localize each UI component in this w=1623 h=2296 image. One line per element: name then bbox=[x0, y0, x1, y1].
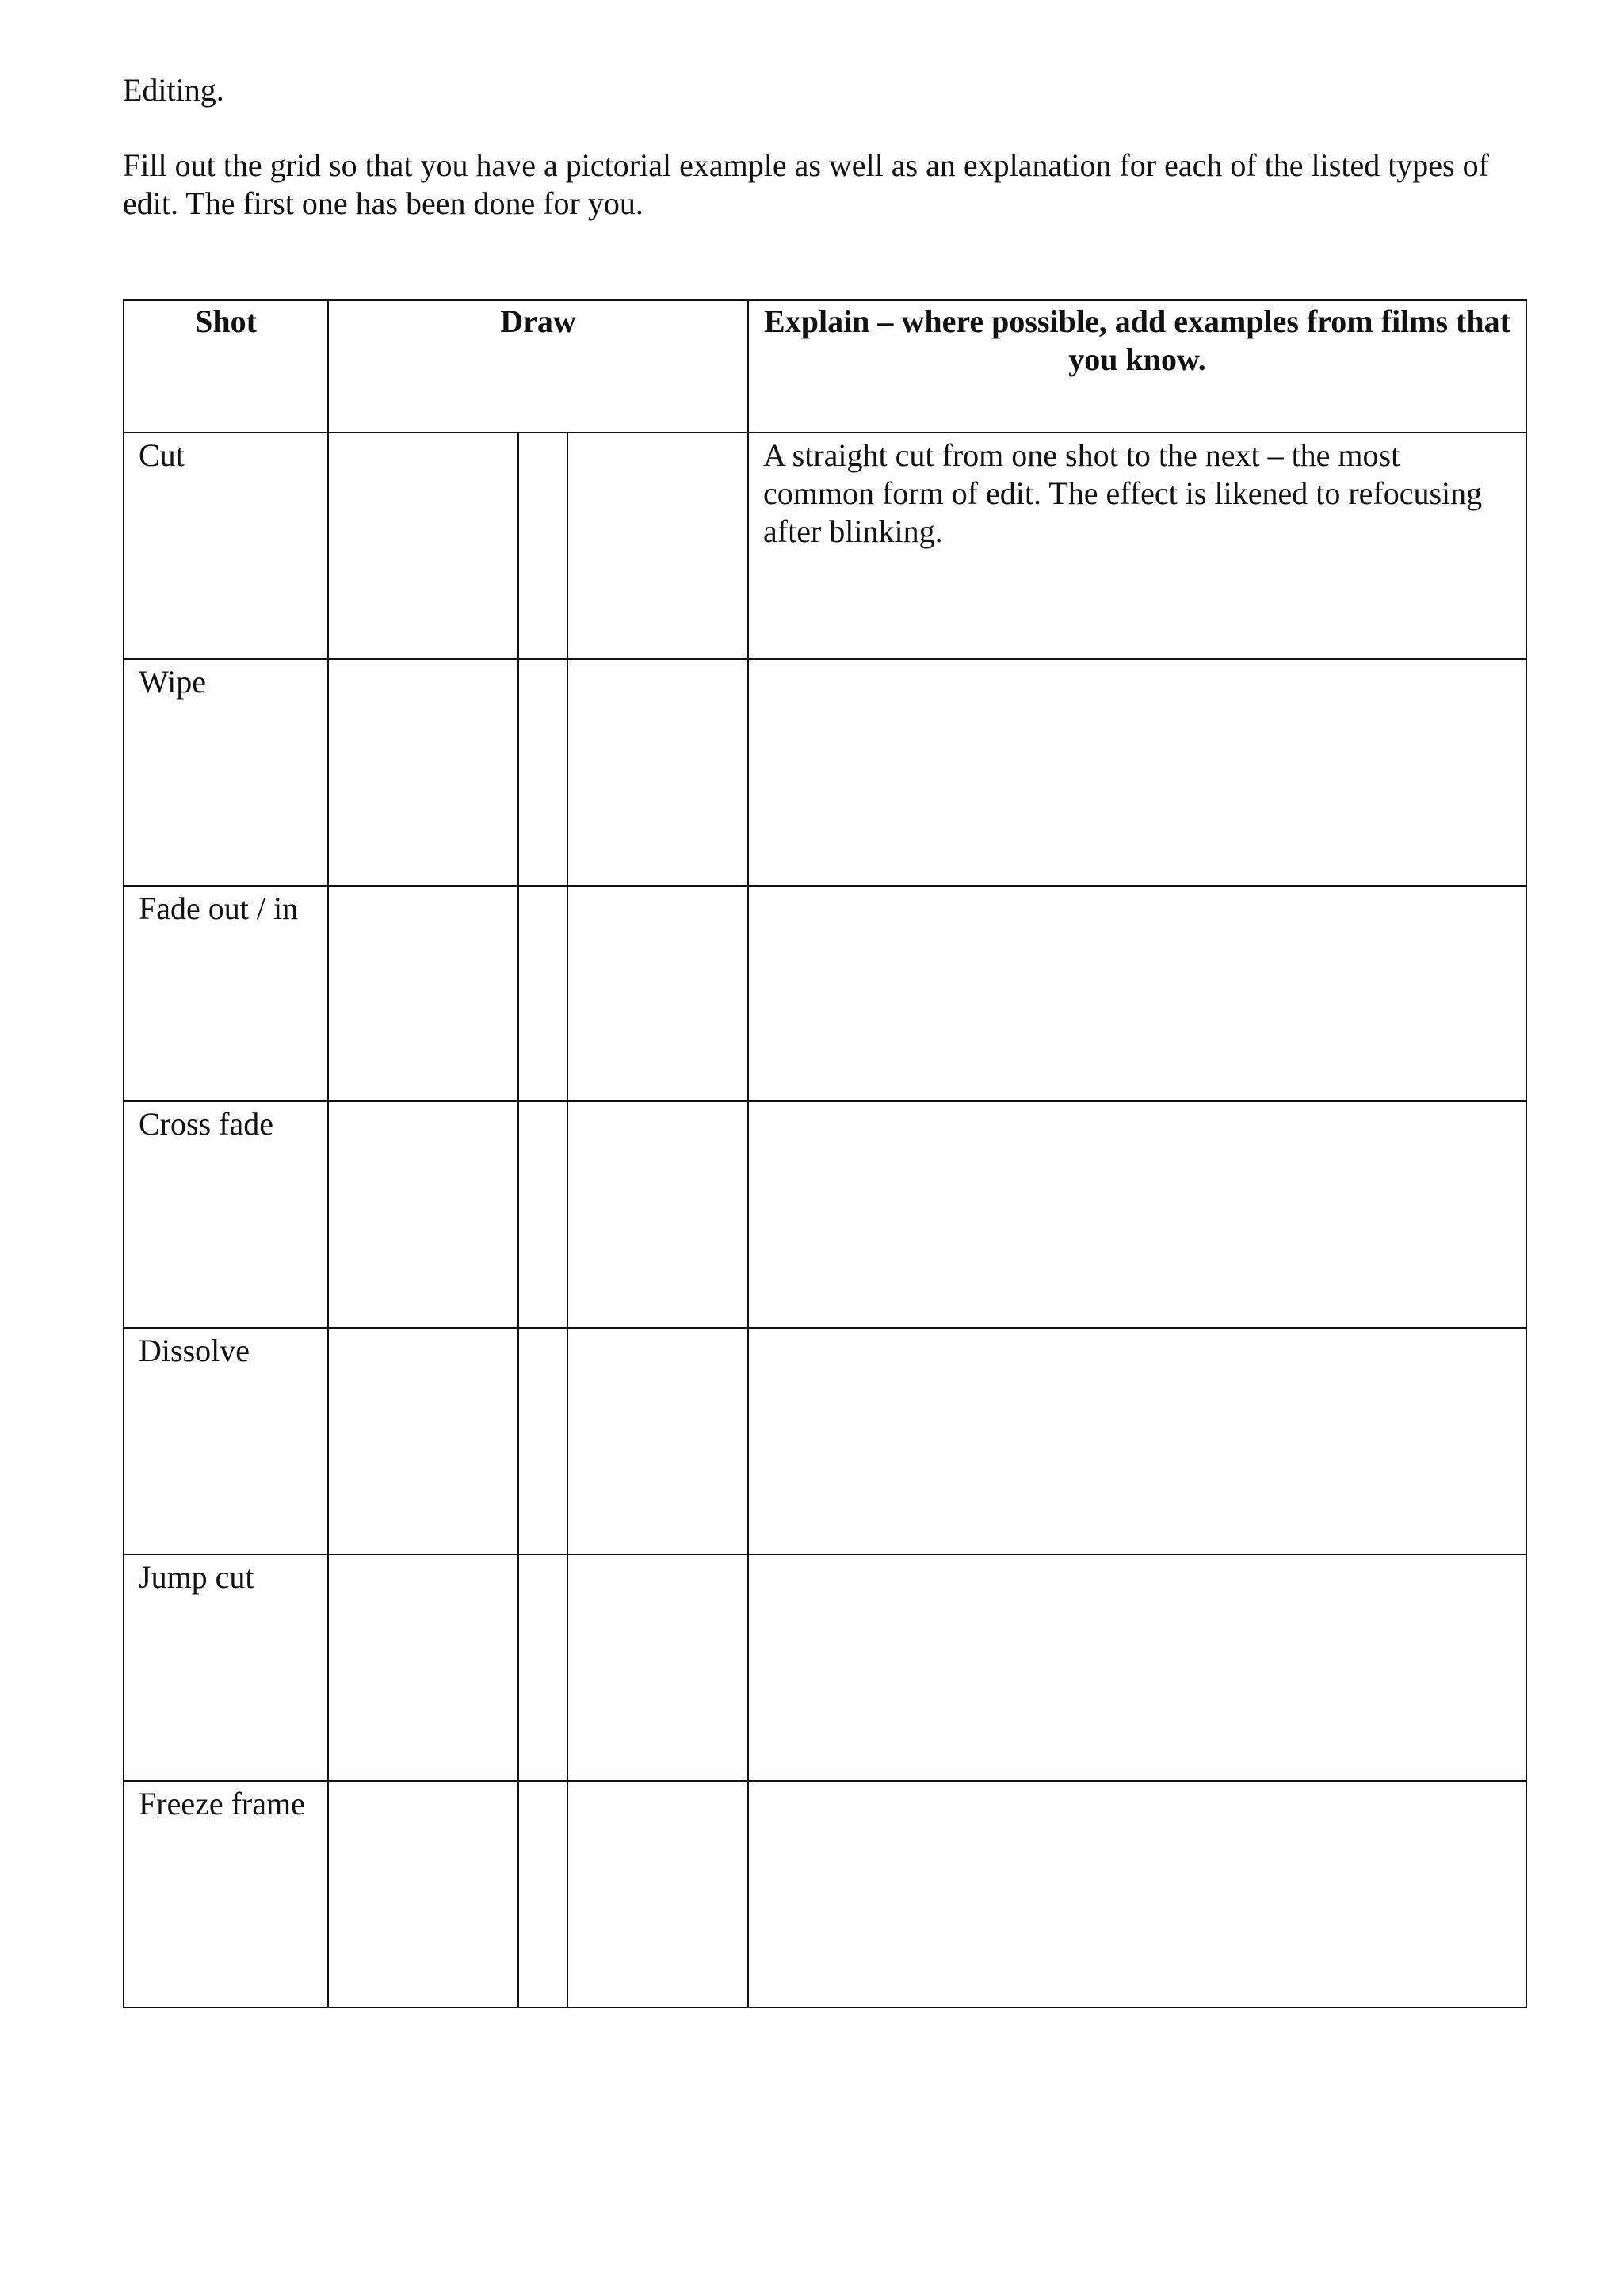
table-row bbox=[124, 1554, 1526, 1781]
shot-cell bbox=[124, 886, 328, 1101]
edit-types-grid bbox=[123, 299, 1527, 2008]
draw-gap bbox=[518, 659, 567, 886]
shot-header: Shot bbox=[124, 300, 328, 433]
draw-frame-second[interactable] bbox=[567, 1554, 748, 1781]
explain-text: A straight cut from one shot to the next – the most common form of edit. The effect is likened to refocusing after blinking. bbox=[763, 437, 1483, 549]
explain-cell[interactable] bbox=[748, 1328, 1526, 1554]
explain-cell[interactable] bbox=[748, 659, 1526, 886]
draw-frame-first[interactable] bbox=[328, 1554, 518, 1781]
table-row bbox=[124, 659, 1526, 886]
table-row bbox=[124, 433, 1526, 659]
draw-frame-first[interactable] bbox=[328, 659, 518, 886]
shot-cell bbox=[124, 1554, 328, 1781]
explain-text bbox=[749, 1329, 1526, 1332]
explain-header: Explain – where possible, add examples from films that you know. bbox=[748, 300, 1526, 433]
explain-cell[interactable] bbox=[748, 1101, 1526, 1328]
draw-frame-second[interactable] bbox=[567, 1781, 748, 2008]
draw-gap bbox=[518, 1101, 567, 1328]
draw-gap bbox=[518, 1781, 567, 2008]
shot-cell bbox=[124, 1781, 328, 2008]
table-row bbox=[124, 1328, 1526, 1554]
explain-text bbox=[749, 1102, 1526, 1105]
shot-label: Dissolve bbox=[139, 1333, 250, 1368]
header-row bbox=[124, 300, 1526, 433]
shot-label: Cut bbox=[139, 437, 185, 473]
document-title: Editing. bbox=[123, 72, 224, 108]
explain-text bbox=[749, 1782, 1526, 1785]
draw-frame-first[interactable] bbox=[328, 1781, 518, 2008]
explain-cell[interactable] bbox=[748, 1781, 1526, 2008]
shot-label: Fade out / in bbox=[139, 891, 299, 926]
explain-cell[interactable] bbox=[748, 1554, 1526, 1781]
table-row bbox=[124, 1781, 1526, 2008]
explain-cell[interactable] bbox=[748, 433, 1526, 659]
shot-cell bbox=[124, 659, 328, 886]
draw-frame-second[interactable] bbox=[567, 886, 748, 1101]
draw-gap bbox=[518, 433, 567, 659]
draw-gap bbox=[518, 1554, 567, 1781]
explain-text bbox=[749, 1555, 1526, 1558]
shot-label: Wipe bbox=[139, 664, 207, 700]
draw-frame-second[interactable] bbox=[567, 433, 748, 659]
shot-cell bbox=[124, 1328, 328, 1554]
table-row bbox=[124, 886, 1526, 1101]
draw-gap bbox=[518, 1328, 567, 1554]
instructions-text: Fill out the grid so that you have a pictorial example as well as an explanation for each of the listed types of edit. The first one has been done for you. bbox=[123, 147, 1489, 221]
shot-label: Freeze frame bbox=[139, 1786, 305, 1821]
draw-frame-first[interactable] bbox=[328, 1328, 518, 1554]
shot-label: Cross fade bbox=[139, 1106, 273, 1142]
draw-header: Draw bbox=[328, 300, 748, 433]
draw-frame-first[interactable] bbox=[328, 433, 518, 659]
draw-frame-second[interactable] bbox=[567, 1101, 748, 1328]
shot-cell bbox=[124, 1101, 328, 1328]
table-row bbox=[124, 1101, 1526, 1328]
draw-frame-first[interactable] bbox=[328, 1101, 518, 1328]
draw-gap bbox=[518, 886, 567, 1101]
draw-frame-first[interactable] bbox=[328, 886, 518, 1101]
draw-frame-second[interactable] bbox=[567, 659, 748, 886]
shot-label: Jump cut bbox=[139, 1559, 254, 1595]
explain-cell[interactable] bbox=[748, 886, 1526, 1101]
explain-text bbox=[749, 660, 1526, 663]
explain-text bbox=[749, 887, 1526, 890]
draw-frame-second[interactable] bbox=[567, 1328, 748, 1554]
shot-cell bbox=[124, 433, 328, 659]
